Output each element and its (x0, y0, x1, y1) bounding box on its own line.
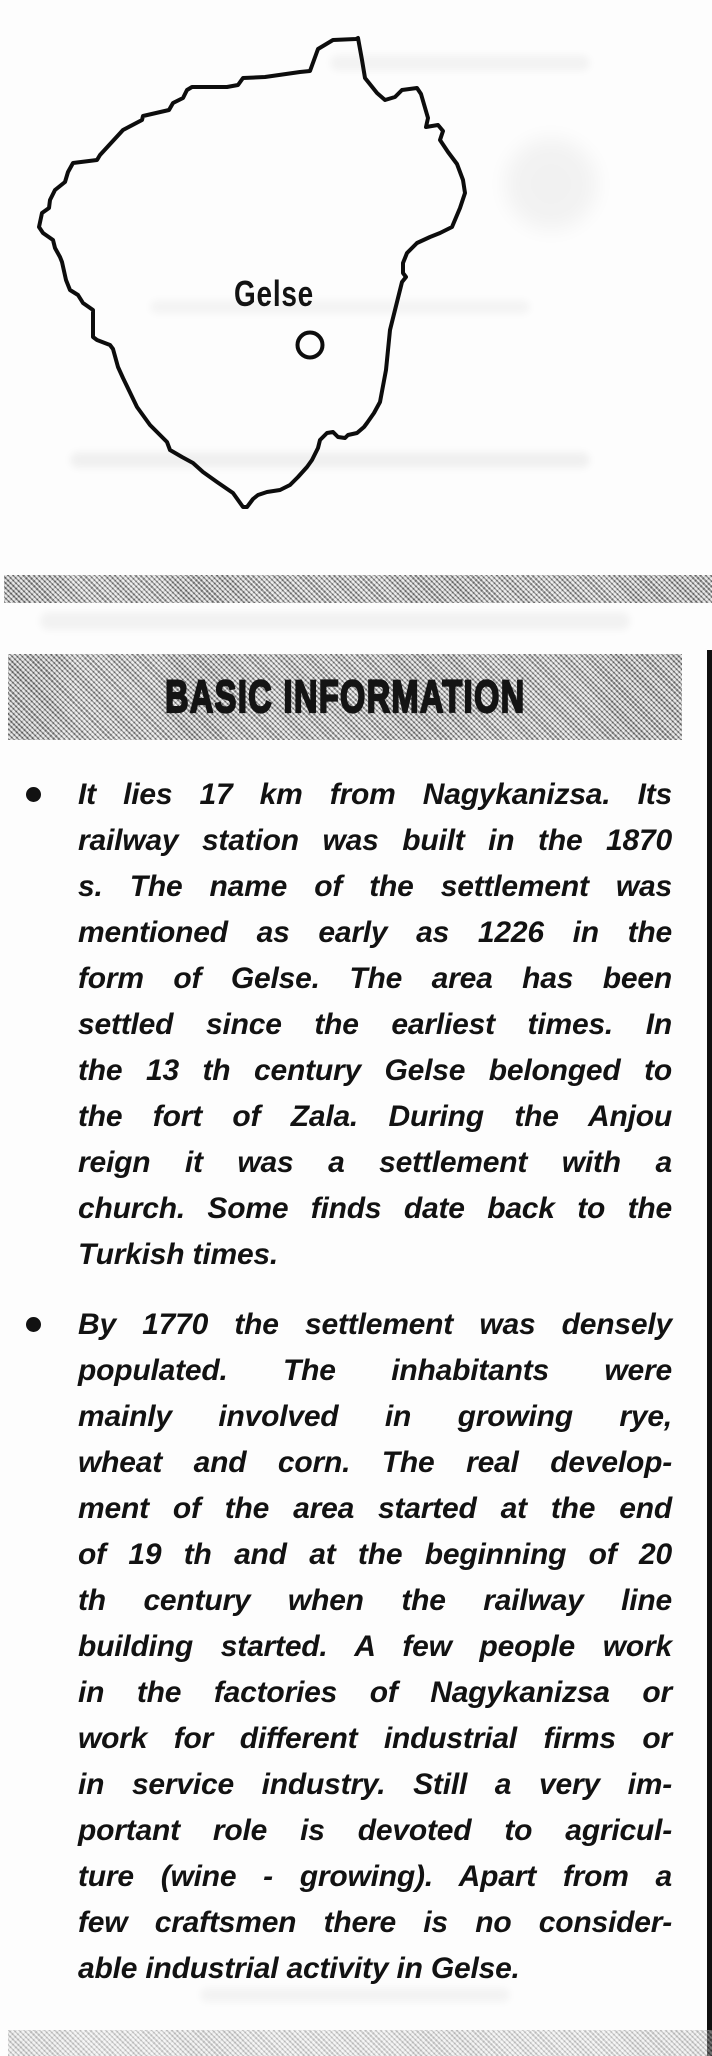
bullet-icon (26, 787, 41, 802)
map-label: Gelse (234, 273, 314, 314)
list-item (26, 772, 672, 1278)
paragraph (78, 1302, 672, 1992)
text-line: railway station was built in the 1870 (78, 824, 672, 857)
text-line: mentioned as early as 1226 in the (78, 916, 672, 949)
bullet-icon (26, 1317, 41, 1332)
list-item (26, 1302, 672, 1992)
map-figure (0, 0, 480, 520)
map-svg (0, 0, 480, 520)
scan-smudge (40, 612, 630, 630)
text-line: portant role is devoted to agricul- (78, 1814, 672, 1847)
settlement-marker-icon (298, 333, 323, 358)
text-line: of 19 th and at the beginning of 20 (78, 1538, 672, 1571)
text-line: populated. The inhabitants were (78, 1354, 672, 1387)
text-line: able industrial activity in Gelse. (78, 1952, 520, 1985)
text-line: in the factories of Nagykanizsa or (78, 1676, 672, 1709)
text-line: It lies 17 km from Nagykanizsa. Its (78, 778, 672, 811)
text-line: the fort of Zala. During the Anjou (78, 1100, 672, 1133)
text-line: th century when the railway line (78, 1584, 672, 1617)
section-title: BASIC INFORMATION (164, 671, 526, 722)
divider-band (4, 575, 712, 603)
text-line: form of Gelse. The area has been (78, 962, 672, 995)
text-line: Turkish times. (78, 1238, 279, 1271)
text-line: By 1770 the settlement was densely (78, 1308, 672, 1341)
text-line: in service industry. Still a very im- (78, 1768, 672, 1801)
text-line: ment of the area started at the end (78, 1492, 672, 1525)
scan-smudge (505, 138, 597, 230)
paragraph (78, 772, 672, 1278)
text-line: church. Some finds date back to the (78, 1192, 672, 1225)
text-line: reign it was a settlement with a (78, 1146, 672, 1179)
section-header (8, 654, 682, 740)
text-line: the 13 th century Gelse belonged to (78, 1054, 672, 1087)
bullet-list (26, 772, 672, 2016)
text-line: ture (wine - growing). Apart from a (78, 1860, 672, 1893)
page-edge-line (707, 650, 712, 2056)
text-line: building started. A few people work (78, 1630, 672, 1663)
text-line: work for different industrial firms or (78, 1722, 672, 1755)
text-line: settled since the earliest times. In (78, 1008, 672, 1041)
footer-band (8, 2030, 712, 2056)
text-line: few craftsmen there is no consider- (78, 1906, 672, 1939)
text-line: mainly involved in growing rye, (78, 1400, 672, 1433)
text-line: wheat and corn. The real develop- (78, 1446, 672, 1479)
text-line: s. The name of the settlement was (78, 870, 672, 903)
